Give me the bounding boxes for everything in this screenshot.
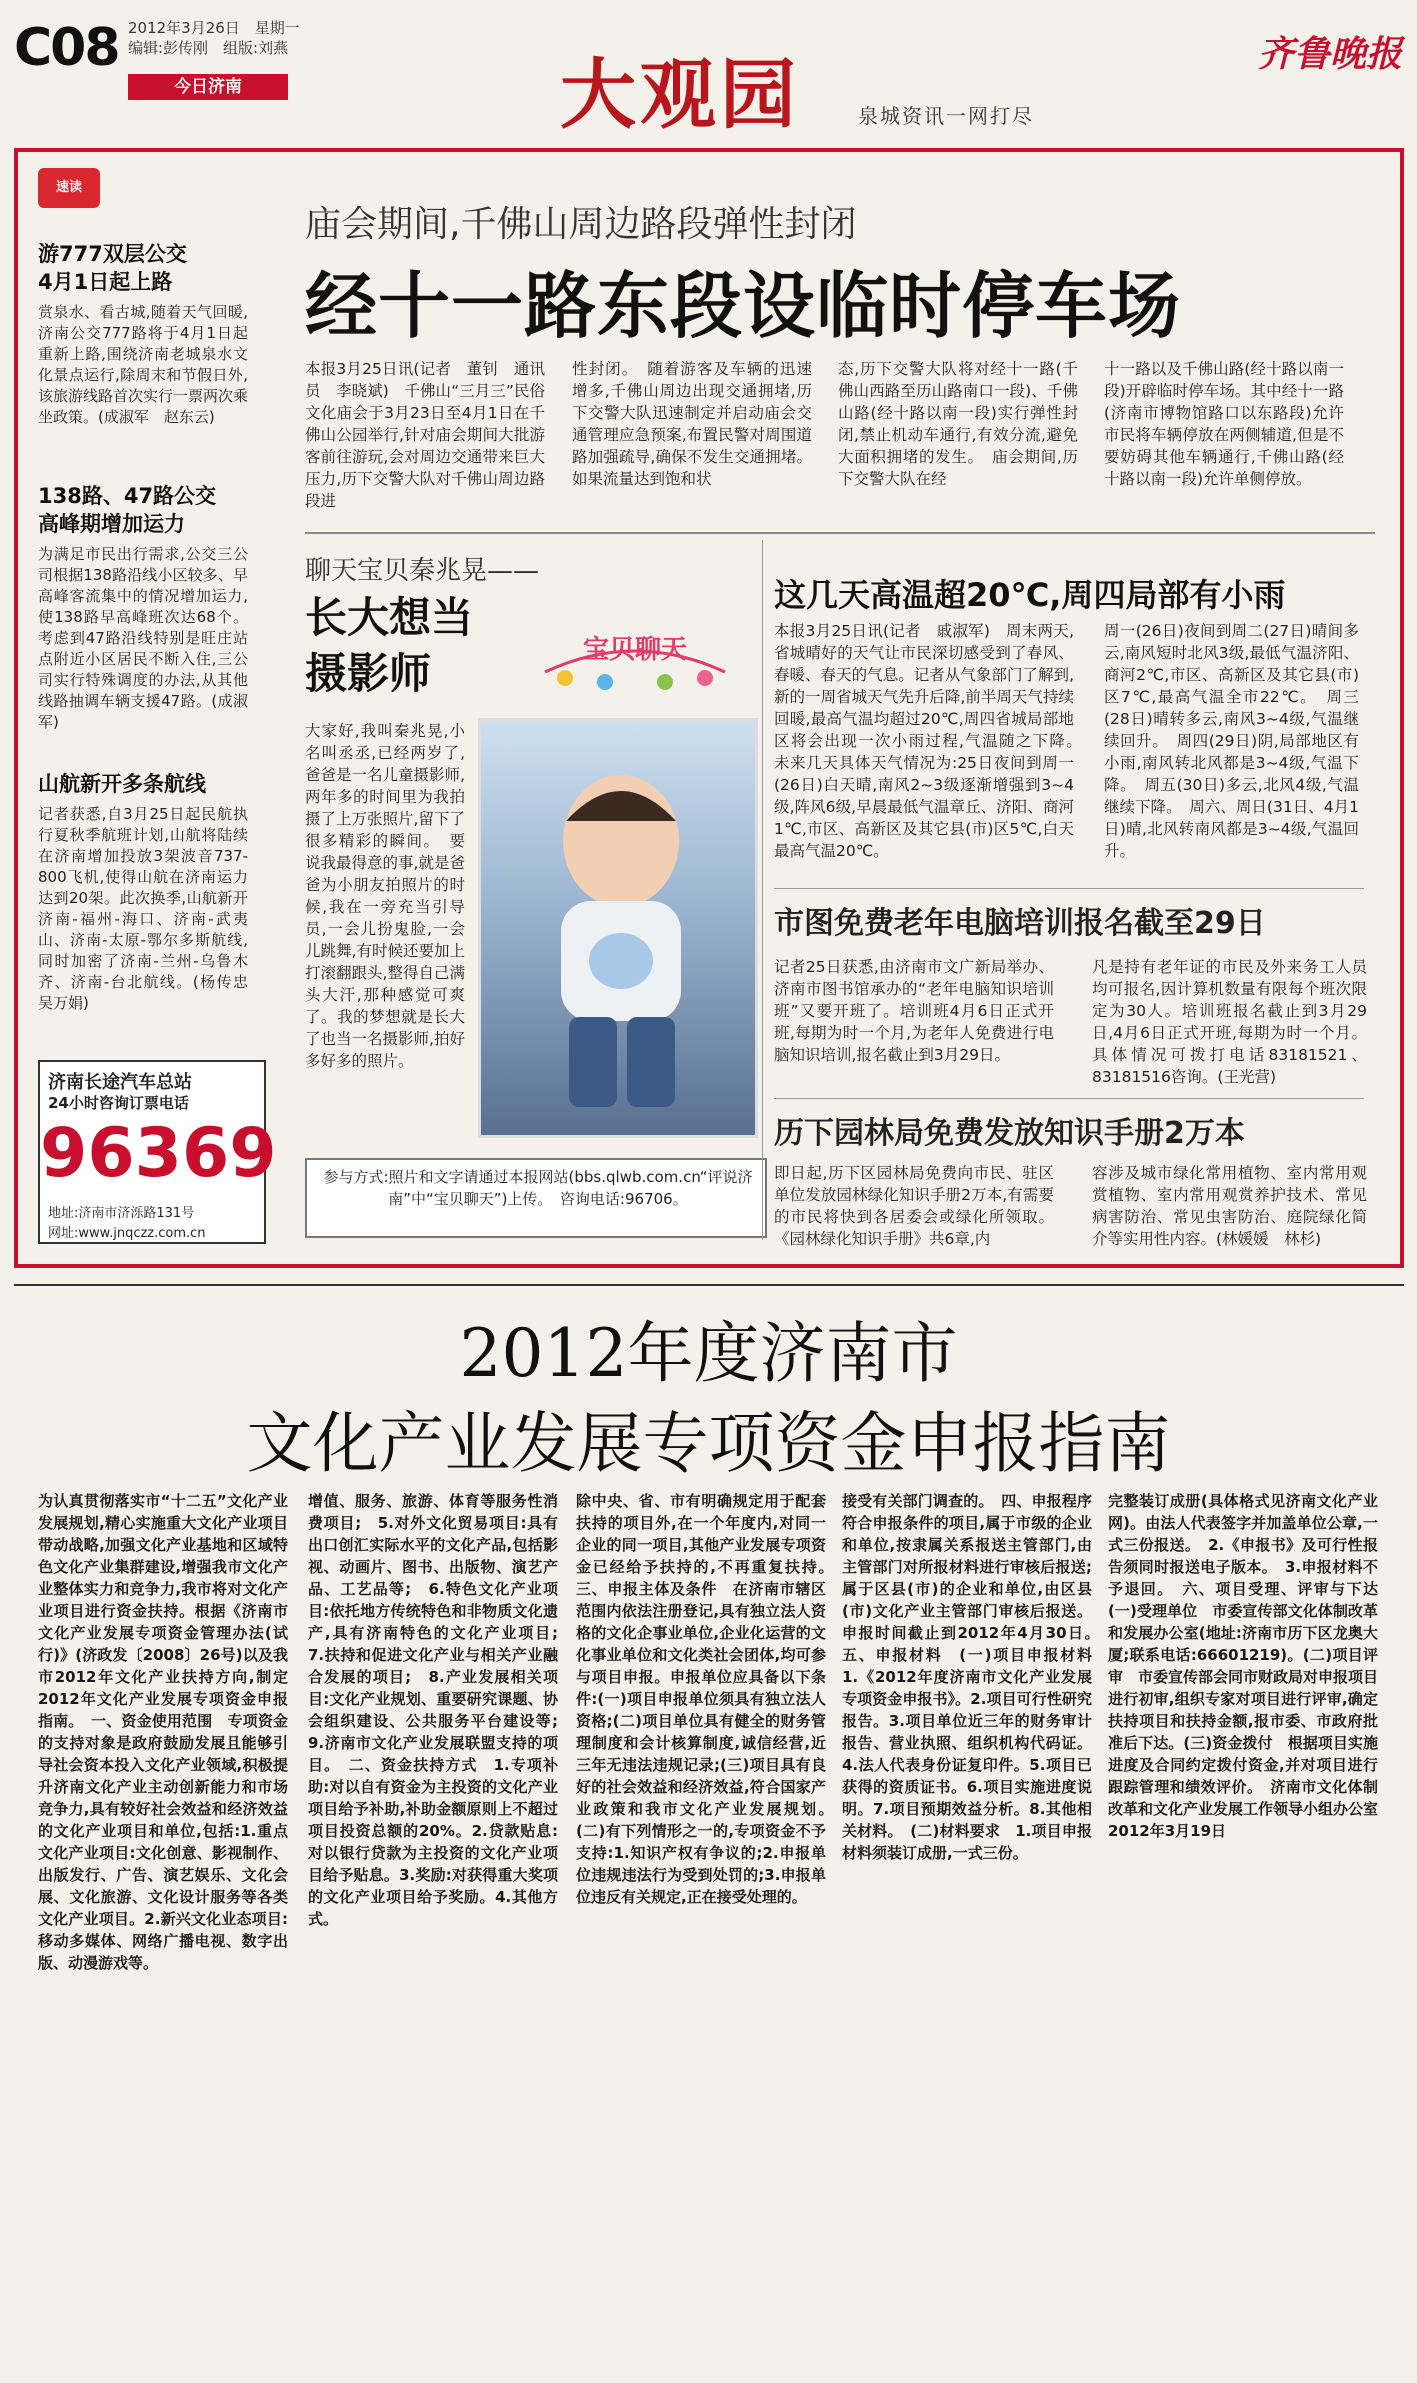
- divider: [762, 540, 763, 1240]
- divider: [305, 532, 1375, 534]
- column-title: 大观园: [560, 50, 800, 139]
- baby-photo-illustration: [481, 721, 755, 1135]
- notice-title-line2: 文化产业发展专项资金申报指南: [246, 1405, 1171, 1482]
- participation-box: [305, 1158, 767, 1238]
- library-text: 凡是持有老年证的市民及外来务工人员均可报名,因计算机数量有限每个班次限定为30人。培训班报名截止到3月29日,4月6日正式开班,每期为时一个月。具体情况可拨打电话83181521、83181516咨询。(王光营): [1092, 958, 1367, 1086]
- park-text: 即日起,历下区园林局免费向市民、驻区单位发放园林绿化知识手册2万本,有需要的市民将快到各居委会或绿化所领取。《园林绿化知识手册》共6章,内: [774, 1164, 1054, 1248]
- baby-photo: [478, 718, 758, 1138]
- brief-text: 记者获悉,自3月25日起民航执行夏秋季航班计划,山航将陆续在济南增加投放3架波音737-800飞机,使得山航在济南运力达到20架。此次换季,山航新开济南-福州-海口、济南-武夷山、济南-太原-鄂尔多斯航线,同时加密了济南-兰州-乌鲁木齐、济南-台北航线。(杨传忠 吴万娟): [38, 805, 264, 1012]
- brief-text: 为满足市民出行需求,公交三公司根据138路沿线小区较多、早高峰客流集中的情况增加运力,使138路早高峰班次达68个。考虑到47路沿线特别是旺庄站点附近小区居民不断入住,三公司实行特殊调度的办法,从其他线路抽调车辆支援47路。(成淑军): [38, 545, 248, 731]
- ad-website: 网址:www.jnqczz.com.cn: [48, 1226, 206, 1241]
- story-headline: 经十一路东段设临时停车场: [305, 264, 1182, 348]
- ad-phone: 96369: [40, 1114, 277, 1193]
- column-slogan: 泉城资讯一网打尽: [858, 104, 1034, 128]
- notice-title-line1: 2012年度济南市: [459, 1315, 958, 1392]
- weather-text: 本报3月25日讯(记者 戚淑军) 周末两天,省城晴好的天气让市民深切感受到了春风、春暖、春天的气息。记者从气象部门了解到,新的一周省城天气先升后降,前半周天气持续回暖,最高气温均超过20℃,周四省城局部地区将会出现一次小雨过程,气温随之下降。 未来几天具体天气情况为:25日夜间到周一(26日)白天晴,南风2~3级逐渐增强到3~4级,阵风6级,早晨最低气温章丘、济阳、商河1℃,市区、高新区及其它县(市)区5℃,白天最高气温20℃。: [774, 622, 1090, 860]
- ad-name: 济南长途汽车总站: [48, 1072, 192, 1093]
- section-tab: 今日济南: [128, 74, 288, 100]
- weather-headline: 这几天高温超20℃,周四局部有小雨: [774, 576, 1286, 614]
- notice-column: 完整装订成册(具体格式见济南文化产业网)。由法人代表签字并加盖单位公章,一式三份报送。 2.《申报书》及可行性报告须同时报送电子版本。 3.申报材料不予退回。 六、项目受理、评审与下达 (一)受理单位 市委宣传部文化体制改革和发展办公室(地址:济南市历下区龙奥大厦;联系电话:66601219)。(二)项目评审 市委宣传部会同市财政局对申报项目进行初审,组织专家对项目进行评审,确定扶持项目和扶持金额,报市委、市政府批准后下达。(三)资金拨付 根据项目实施进度及合同约定拨付资金,并对项目进行跟踪管理和绩效评价。 济南市文化体制改革和文化产业发展工作领导小组办公室 2012年3月19日: [1108, 1492, 1394, 1840]
- park-headline: 历下园林局免费发放知识手册2万本: [774, 1116, 1245, 1151]
- masthead-logo: 齐鲁晚报: [1258, 33, 1403, 75]
- brief-title: 游777双层公交 4月1日起上路: [38, 242, 187, 294]
- sidebar-brief: [38, 770, 264, 1014]
- story-column: 本报3月25日讯(记者 董钊 通讯员 李晓斌) 千佛山“三月三”民俗文化庙会于3月23日至4月1日在千佛山公园举行,针对庙会期间大批游客前往游玩,会对周边交通带来巨大压力,历下交警大队对千佛山周边路段进: [305, 360, 545, 510]
- story-kicker: 庙会期间,千佛山周边路段弹性封闭: [305, 204, 857, 245]
- brief-text: 赏泉水、看古城,随着天气回暖,济南公交777路将于4月1日起重新上路,围绕济南老城泉水文化景点运行,除周末和节假日外,该旅游线路首次实行一票两次乘坐政策。(成淑军 赵东云): [38, 303, 249, 426]
- baby-tag-label: 宝贝聊天: [582, 635, 688, 665]
- bus-station-ad: [38, 1060, 277, 1244]
- sidebar-brief: [38, 482, 248, 733]
- sidebar-brief: [38, 240, 248, 428]
- quick-read-badge: 速读: [38, 168, 100, 208]
- divider: [14, 1284, 1404, 1286]
- editor-line: 编辑:彭传刚 组版:刘燕: [128, 39, 289, 57]
- date-line: 2012年3月26日 星期一: [128, 19, 300, 37]
- ad-subtitle: 24小时咨询订票电话: [48, 1094, 189, 1112]
- library-text: 记者25日获悉,由济南市文广新局举办、济南市图书馆承办的“老年电脑知识培训班”又要开班了。培训班4月6日正式开班,每期为时一个月,为老年人免费进行电脑知识培训,报名截止到3月29日。: [774, 958, 1054, 1064]
- participation-text: 参与方式:照片和文字请通过本报网站(bbs.qlwb.com.cn“评说济南”中“宝贝聊天”)上传。 咨询电话:96706。: [323, 1168, 753, 1208]
- page-number: C08: [14, 18, 119, 78]
- weather-text: 周一(26日)夜间到周二(27日)晴间多云,南风短时北风3级,最低气温济阳、商河2℃,市区、高新区及其它县(市)区7℃,最高气温全市22℃。 周三(28日)晴转多云,南风3~4级,气温继续回升。 周四(29日)阴,局部地区有小雨,南风转北风都是3~4级,气温下降。 周五(30日)多云,北风4级,气温继续下降。 周六、周日(31日、4月1日)晴,北风转南风都是3~4级,气温回升。: [1104, 622, 1359, 860]
- notice-column: 为认真贯彻落实市“十二五”文化产业发展规划,精心实施重大文化产业项目带动战略,加强文化产业基地和区域特色文化产业集群建设,增强我市文化产业整体实力和竞争力,我市将对文化产业项目进行资金扶持。根据《济南市文化产业发展专项资金管理办法(试行)》(济政发〔2008〕26号)以及我市2012年文化产业扶持方向,制定2012年文化产业发展专项资金申报指南。 一、资金使用范围 专项资金的支持对象是政府鼓励发展且能够引导社会资本投入文化产业领域,积极提升济南文化产业主动创新能力和市场竞争力,具有较好社会效益和经济效益的文化产业项目和单位,包括:1.重点文化产业项目:文化创意、影视制作、出版发行、广告、演艺娱乐、文化会展、文化旅游、文化设计服务等各类文化产业项目。2.新兴文化业态项目:移动多媒体、网络广播电视、数字出版、动漫游戏等。: [38, 1492, 288, 1972]
- ad-address: 地址:济南市济泺路131号: [48, 1206, 195, 1221]
- edition-meta: [128, 18, 300, 58]
- baby-story-text: 大家好,我叫秦兆晃,小名叫丞丞,已经两岁了,爸爸是一名儿童摄影师,两年多的时间里为我拍摄了上万张照片,留下了很多精彩的瞬间。 要说我最得意的事,就是爸爸为小朋友拍照片的时候,我在一旁充当引导员,一会儿扮鬼脸,一会儿跳舞,有时候还要加上打滚翻跟头,整得自己满头大汗,那种感觉可爽了。我的梦想就是长大了也当一名摄影师,拍好多好多的照片。: [305, 722, 465, 1070]
- divider: [774, 888, 1364, 889]
- brief-title: 山航新开多条航线: [38, 772, 206, 796]
- brief-title: 138路、47路公交 高峰期增加运力: [38, 484, 217, 536]
- notice-column: 除中央、省、市有明确规定用于配套扶持的项目外,在一个年度内,对同一企业的同一项目,其他产业发展专项资金已经给予扶持的,不再重复扶持。 三、申报主体及条件 在济南市辖区范围内依法注册登记,具有独立法人资格的文化企事业单位,企业化运营的文化事业单位和文化类社会团体,均可参与项目申报。申报单位应具备以下条件:(一)项目申报单位须具有独立法人资格;(二)项目单位具有健全的财务管理制度和会计核算制度,诚信经营,近三年无违法违规记录;(三)项目具有良好的社会效益和经济效益,符合国家产业政策和我市文化产业发展规划。 (二)有下列情形之一的,专项资金不予支持:1.知识产权有争议的;2.申报单位违规违法行为受到处罚的;3.申报单位违反有关规定,正在接受处理的。: [576, 1492, 842, 1906]
- story-column: 态,历下交警大队将对经十一路(千佛山西路至历山路南口一段)、千佛山路(经十路以南一段)实行弹性封闭,禁止机动车通行,有效分流,避免大面积拥堵的发生。 庙会期间,历下交警大队在经: [838, 360, 1078, 488]
- library-headline: 市图免费老年电脑培训报名截至29日: [774, 906, 1266, 941]
- story-column: 性封闭。 随着游客及车辆的迅速增多,千佛山周边出现交通拥堵,历下交警大队迅速制定并启动庙会交通管理应急预案,布置民警对周围道路加强疏导,确保不发生交通拥堵。如果流量达到饱和状: [572, 360, 812, 488]
- story-column: 十一路以及千佛山路(经十路以南一段)开辟临时停车场。其中经十一路(济南市博物馆路口以东路段)允许市民将车辆停放在两侧辅道,但是不要妨碍其他车辆通行,千佛山路(经十路以南一段)允许单侧停放。: [1104, 360, 1344, 488]
- divider: [774, 1098, 1364, 1099]
- baby-chat-tag: [535, 620, 735, 692]
- notice-column: 增值、服务、旅游、体育等服务性消费项目; 5.对外文化贸易项目:具有出口创汇实际水平的文化产品,包括影视、动画片、图书、出版物、演艺产品、工艺品等; 6.特色文化产业项目:依托地方传统特色和非物质文化遗产,具有济南特色的文化产业项目; 7.扶持和促进文化产业与相关产业融合发展的项目; 8.产业发展相关项目:文化产业规划、重要研究课题、协会组织建设、公共服务平台建设等; 9.济南市文化产业发展联盟支持的项目。 二、资金扶持方式 1.专项补助:对以自有资金为主投资的文化产业项目给予补助,补助金额原则上不超过项目投资总额的20%。2.贷款贴息:对以银行贷款为主投资的文化产业项目给予贴息。3.奖励:对获得重大奖项的文化产业项目给予奖励。4.其他方式。: [308, 1492, 574, 1928]
- park-text: 容涉及城市绿化常用植物、室内常用观赏植物、室内常用观赏养护技术、常见病害防治、常见虫害防治、庭院绿化简介等实用性内容。(林媛媛 林杉): [1092, 1164, 1367, 1248]
- notice-column: 接受有关部门调查的。 四、申报程序 符合申报条件的项目,属于市级的企业和单位,按隶属关系报送主管部门,由主管部门对所报材料进行审核后报送;属于区县(市)的企业和单位,由区县(市)文化产业主管部门审核后报送。申报时间截止到2012年4月30日。 五、申报材料 (一)项目申报材料 1.《2012年度济南市文化产业发展专项资金申报书》。2.项目可行性研究报告。3.项目单位近三年的财务审计报告、营业执照、组织机构代码证。4.法人代表身份证复印件。5.项目已获得的资质证书。6.项目实施进度说明。7.项目预期效益分析。8.其他相关材料。 (二)材料要求 1.项目申报材料须装订成册,一式三份。: [842, 1492, 1108, 1862]
- baby-kicker: 聊天宝贝秦兆晃——: [305, 556, 540, 586]
- baby-title: 长大想当 摄影师: [305, 593, 474, 698]
